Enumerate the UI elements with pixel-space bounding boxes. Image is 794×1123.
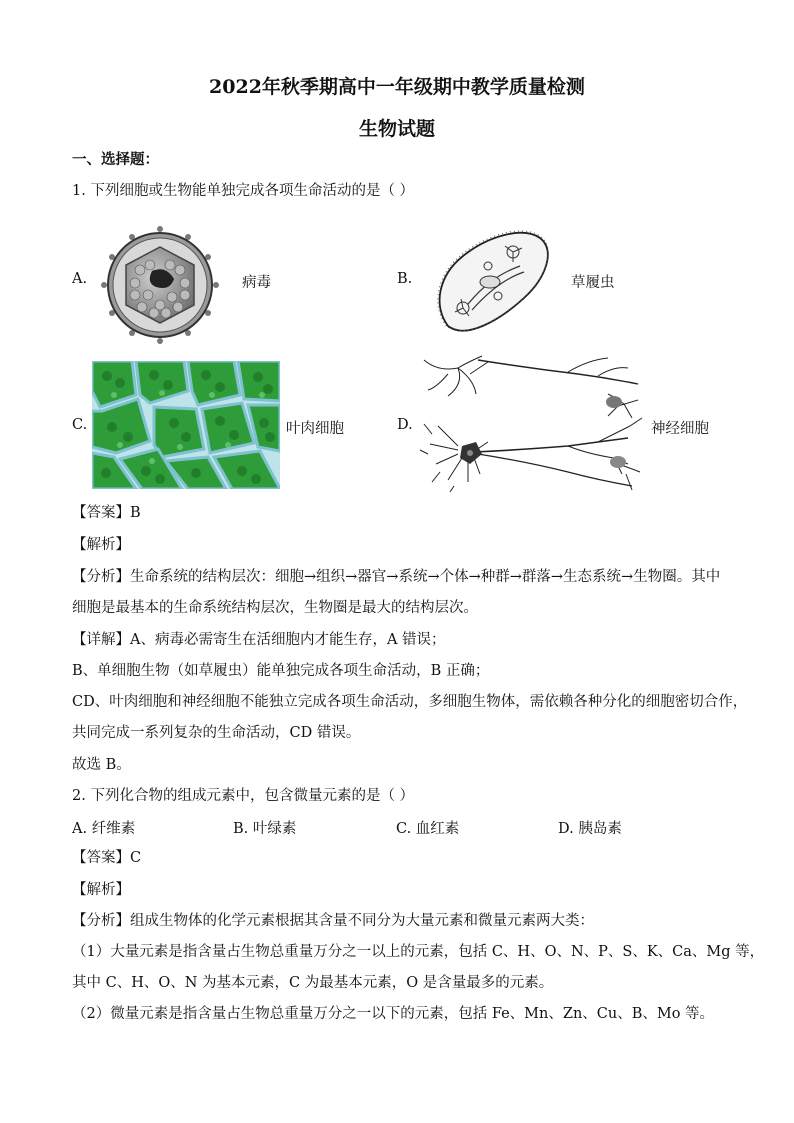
neuron-icon [418, 354, 646, 494]
leaf-cells-icon [92, 361, 280, 489]
q2-stem: 2. 下列化合物的组成元素中，包含微量元素的是（ ） [72, 788, 415, 804]
q2-choice-d: D. 胰岛素 [558, 821, 622, 837]
q1-option-c-label: 叶肉细胞 [286, 421, 344, 437]
q1-answer: 【答案】B [72, 505, 141, 521]
q1-analysis-line: CD、叶肉细胞和神经细胞不能独立完成各项生命活动，多细胞生物体，需依赖各种分化的细胞密切合作， [72, 694, 748, 710]
q2-analysis-line: （1）大量元素是指含量占生物总重量万分之一以上的元素，包括 C、H、O、N、P、S、K、Ca、Mg 等， [72, 944, 765, 960]
q2-analysis-line: 其中 C、H、O、N 为基本元素，C 为最基本元素，O 是含量最多的元素。 [72, 975, 554, 991]
q1-option-b-letter: B. [397, 271, 413, 287]
q1-option-a-label: 病毒 [242, 275, 271, 291]
q2-choice-b: B. 叶绿素 [233, 821, 297, 837]
page-subtitle: 生物试题 [358, 118, 435, 140]
q1-analysis-line: 故选 B。 [72, 757, 131, 773]
section-heading: 一、选择题： [72, 151, 159, 168]
q1-option-c-letter: C. [72, 417, 88, 433]
virus-icon [100, 225, 220, 345]
q1-analysis-line: 细胞是最基本的生命系统结构层次，生物圈是最大的结构层次。 [72, 600, 478, 616]
q1-option-a-letter: A. [72, 271, 88, 287]
paramecium-icon [428, 226, 558, 341]
q1-analysis-line: 共同完成一系列复杂的生命活动，CD 错误。 [72, 725, 361, 741]
q2-analysis-line: （2）微量元素是指含量占生物总重量万分之一以下的元素，包括 Fe、Mn、Zn、Cu、B、Mo 等。 [72, 1006, 715, 1022]
q1-analysis-head: 【解析】 [72, 537, 130, 553]
q2-analysis-line: 【分析】组成生物体的化学元素根据其含量不同分为大量元素和微量元素两大类： [72, 913, 594, 929]
q1-option-b-label: 草履虫 [571, 275, 615, 291]
q1-analysis-line: B、单细胞生物（如草履虫）能单独完成各项生命活动，B 正确； [72, 663, 490, 679]
q2-choice-a: A. 纤维素 [72, 821, 136, 837]
q1-stem: 1. 下列细胞或生物能单独完成各项生命活动的是（ ） [72, 183, 415, 199]
q1-analysis-line: 【分析】生命系统的结构层次：细胞→组织→器官→系统→个体→种群→群落→生态系统→生物圈。其中 [72, 569, 721, 585]
q2-answer: 【答案】C [72, 850, 142, 866]
q1-option-d-letter: D. [397, 417, 413, 433]
q2-choice-c: C. 血红素 [396, 821, 460, 837]
q1-analysis-line: 【详解】A、病毒必需寄生在活细胞内才能生存，A 错误； [72, 632, 446, 648]
q2-analysis-head: 【解析】 [72, 882, 130, 898]
q1-option-d-label: 神经细胞 [651, 421, 709, 437]
page-title: 2022年秋季期高中一年级期中教学质量检测 [209, 76, 585, 98]
